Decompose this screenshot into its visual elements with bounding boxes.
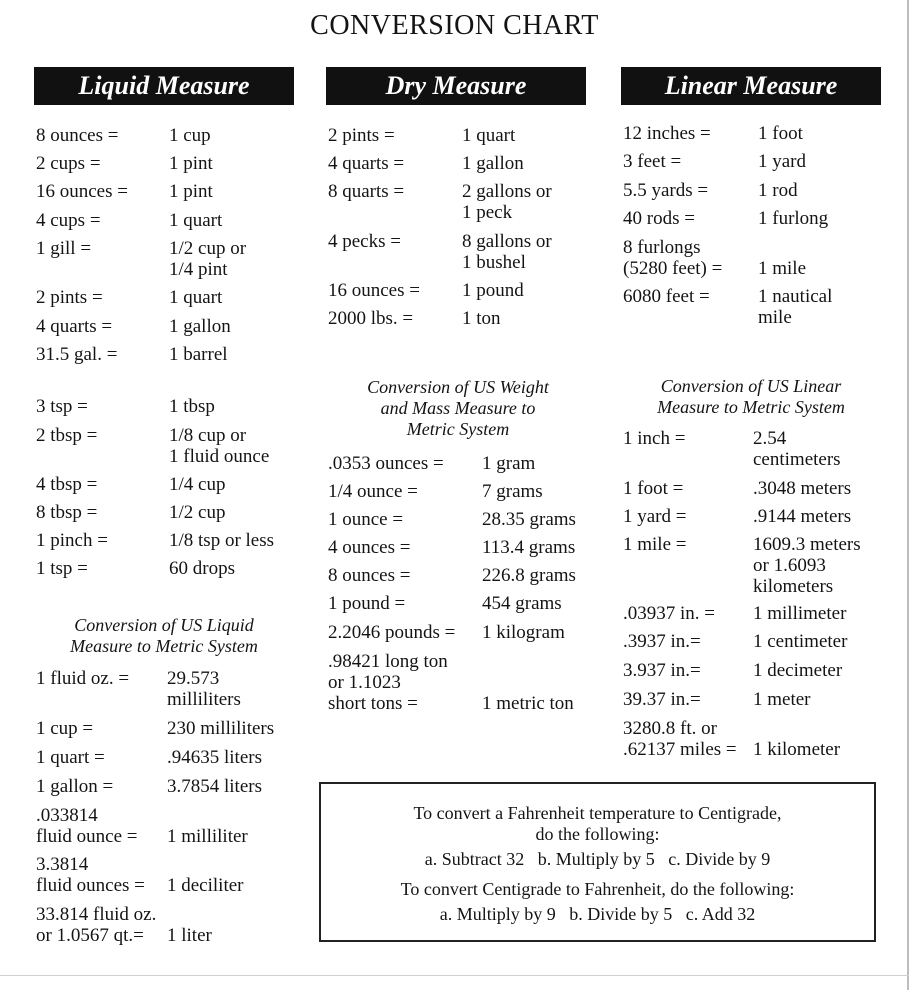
f-to-c-steps: a. Subtract 32 b. Multiply by 5 c. Divide by 9 (424, 849, 771, 869)
linear-metric-subtitle: Conversion of US Linear Measure to Metric System (657, 376, 845, 417)
liquid-measure-header: Liquid Measure (34, 67, 294, 105)
f-to-c-instruction: To convert a Fahrenheit temperature to Centigrade, (413, 803, 782, 823)
temperature-conversion-box (319, 782, 876, 942)
scan-edge (0, 975, 909, 976)
dry-metric-subtitle: Conversion of US Weight and Mass Measure to Metric System (367, 377, 549, 439)
page-title: CONVERSION CHART (310, 10, 599, 41)
c-to-f-steps: a. Multiply by 9 b. Divide by 5 c. Add 32 (439, 904, 756, 924)
dry-measure-header: Dry Measure (326, 67, 586, 105)
f-to-c-instruction-cont: do the following: (535, 824, 660, 844)
c-to-f-instruction: To convert Centigrade to Fahrenheit, do the following: (400, 879, 795, 899)
linear-measure-header: Linear Measure (621, 67, 881, 105)
liquid-metric-subtitle: Conversion of US Liquid Measure to Metric System (70, 615, 258, 656)
